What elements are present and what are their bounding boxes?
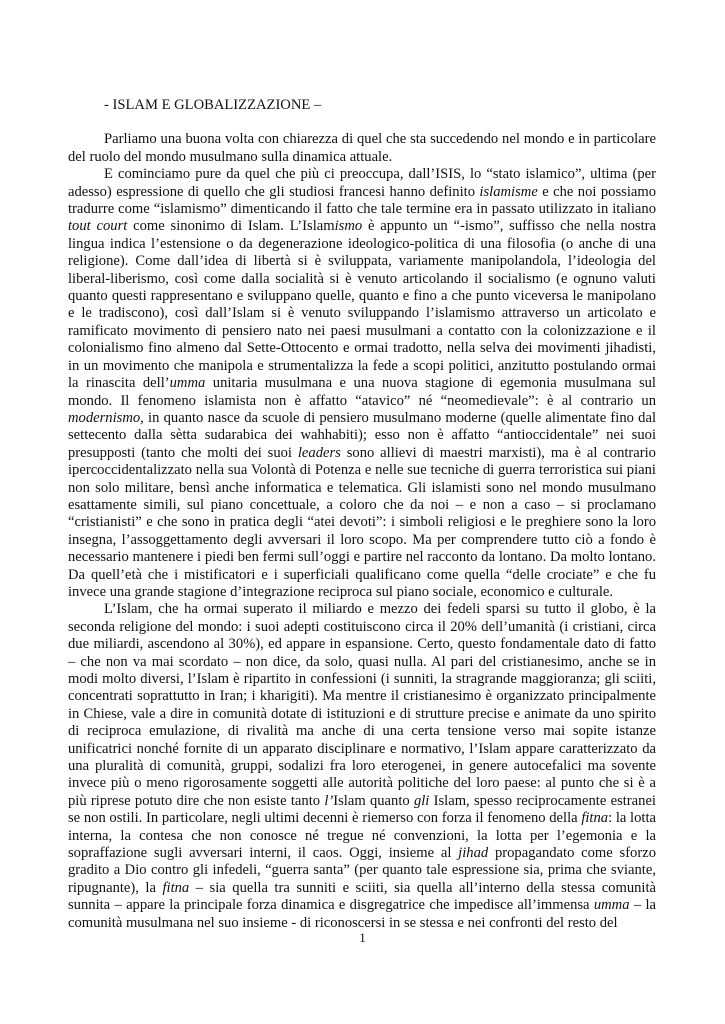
text-run: Islam quanto bbox=[333, 792, 414, 809]
text-run: propagandato come sforzo gradito a Dio contro gli infedeli, “guerra santa” (per quanto tale espressione sia, prima che sviante, ripugnante), la bbox=[68, 845, 656, 896]
italic-text: umma bbox=[593, 897, 630, 914]
italic-text: ismo bbox=[334, 218, 363, 235]
italic-text: modernismo, bbox=[68, 409, 144, 426]
text-run: E cominciamo pure da quel che più ci preoccupa, dall’ISIS, lo “stato islamico”, ultima (per adesso) espressione di quello che gli studiosi francesi hanno definito bbox=[68, 166, 656, 200]
page-number: 1 bbox=[359, 930, 366, 945]
italic-text: islamisme bbox=[479, 183, 538, 200]
text-run: è appunto un “-ismo”, suffisso che nella nostra lingua indica l’estensione o da degenerazione ideologico-politica di una filosofia (o anche di una religione). Come dall’idea di libertà si è sviluppata, variamente manipolandola, l’ideologia del liberal-liberismo, così come dalla socialità si è venuto articolando il socialismo (e ognuno valuti quanto questi rappresentano e sviluppano quelle, quanto e fino a che punto viceversa le manipolano e le tradiscono), così dall’Islam si è venuto sviluppando l’islamismo attraverso un articolato e ramificato movimento di pensiero nato nei paesi musulmani a contatto con la colonizzazione e il colonialismo fino almeno dal Sette-Ottocento e ormai tradotto, nella selva dei movimenti jihadisti, in un movimento che manipola e strumentalizza la fede a scopi politici, anzitutto postulando ormai la rinascita dell’ bbox=[68, 218, 656, 392]
italic-text: fitna bbox=[162, 879, 190, 896]
text-run: Parliamo una buona volta con chiarezza di quel che sta succedendo nel mondo e in particolare del ruolo del mondo musulmano sulla dinamica attuale. bbox=[68, 131, 656, 165]
text-run: – sia quella tra sunniti e sciiti, sia quella all’interno della stessa comunità sunnita – appare la principale forza dinamica e disgregatrice che impedisce all’immensa bbox=[68, 879, 656, 914]
text-run: sono allievi di maestri marxisti), ma è al contrario ipercoccidentalizzato nella sua Volontà di Potenza e nelle sue tecniche di guerra terroristica sui piani non solo militare, bensì anche informatica e telematica. Gli islamisti sono nel mondo musulmano esattamente simili, sul piano concettuale, a coloro che da noi – e non a caso – si proclamano “cristianisti” e che sono in pratica degli “atei devoti”: i simboli religiosi e le preghiere sono la loro insegna, l’assoggettamento degli avversari il loro scopo. Ma per comprendere tutto ciò a fondo è necessario mantenere i piedi ben fermi sull’oggi e partire nel racconto da lontano. Da molto lontano. Da quell’età che i mistificatori e i superficiali qualificano come quella “delle crociate” e che fu invece una grande stagione d’integrazione reciproca sul piano sociale, economico e culturale. bbox=[68, 444, 656, 600]
text-run: come sinonimo di Islam. L’Islam bbox=[127, 218, 335, 235]
italic-text: jihad bbox=[458, 845, 489, 862]
text-run: : la lotta interna, la contesa che non conosce né tregue né convenzioni, la lotta per l’egemonia e la sopraffazione sugli avversari interni, il caos. Oggi, insieme al bbox=[68, 810, 656, 862]
text-run: Islam, spesso reciprocamente estranei se non ostili. In particolare, negli ultimi decenni è riemerso con forza il fenomeno della bbox=[68, 792, 656, 827]
text-run: L’Islam, che ha ormai superato il miliardo e mezzo dei fedeli sparsi su tutto il globo, è la seconda religione del mondo: i suoi adepti costituiscono circa il 20% dell’umanità (i cristiani, circa due miliardi, ascendono al 30%), ed appare in espansione. Certo, questo fondamentale dato di fatto – che non va mai scordato – non dice, da solo, quasi nulla. Al pari del cristianesimo, anche se in modi molto diversi, l’Islam è ripartito in confessioni (i sunniti, la stragrande maggioranza; gli sciiti, concentrati soprattutto in Iran; i kharigiti). Ma mentre il cristianesimo è organizzato principalmente in Chiese, vale a dire in comunità dotate di istituzioni e di strutture precise e animate da uno spirito di reciproca emulazione, di rivalità ma anche di una certa tensione verso mai sopite istanze unificatrici nonché fornite di un apparato disciplinare e normativo, l’Islam appare caratterizzato da una pluralità di comunità, gruppi, sodalizi fra loro eterogenei, in genere autocefalici ma sovente invece più o meno rigorosamente soggetti alle autorità politiche del loro paese: al punto che si è a più riprese potuto dire che non esiste tanto bbox=[68, 601, 656, 809]
document-body bbox=[68, 97, 656, 932]
text-run: in quanto nasce da scuole di pensiero musulmano moderne (quelle alimentate fino dal settecento dalla sètta sudarabica dei wahhabiti); esso non è affatto “antioccidentale” nei suoi presupposti (tanto che molti dei suoi bbox=[68, 409, 656, 461]
italic-text: l’ bbox=[324, 792, 334, 809]
paragraph bbox=[68, 601, 656, 932]
paragraph-container bbox=[68, 131, 656, 932]
text-run: e che noi possiamo tradurre come “islamismo” dimenticando il fatto che tale termine era in passato utilizzato in italiano bbox=[68, 183, 656, 218]
italic-text: tout court bbox=[68, 218, 128, 235]
paragraph bbox=[68, 166, 656, 601]
document-title: - ISLAM E GLOBALIZZAZIONE – bbox=[104, 97, 322, 113]
italic-text: umma bbox=[169, 375, 206, 392]
italic-text: fitna bbox=[581, 810, 609, 827]
italic-text: gli bbox=[413, 792, 430, 809]
text-run: unitaria musulmana e una nuova stagione di egemonia musulmana sul mondo. Il fenomeno islamista non è affatto “atavico” né “neomedievale”: è al contrario un bbox=[68, 375, 656, 409]
text-run: – la comunità musulmana nel suo insieme - di riconoscersi in se stessa e nei confronti del resto del bbox=[68, 897, 656, 931]
italic-text: leaders bbox=[297, 444, 341, 461]
paragraph bbox=[68, 131, 656, 166]
